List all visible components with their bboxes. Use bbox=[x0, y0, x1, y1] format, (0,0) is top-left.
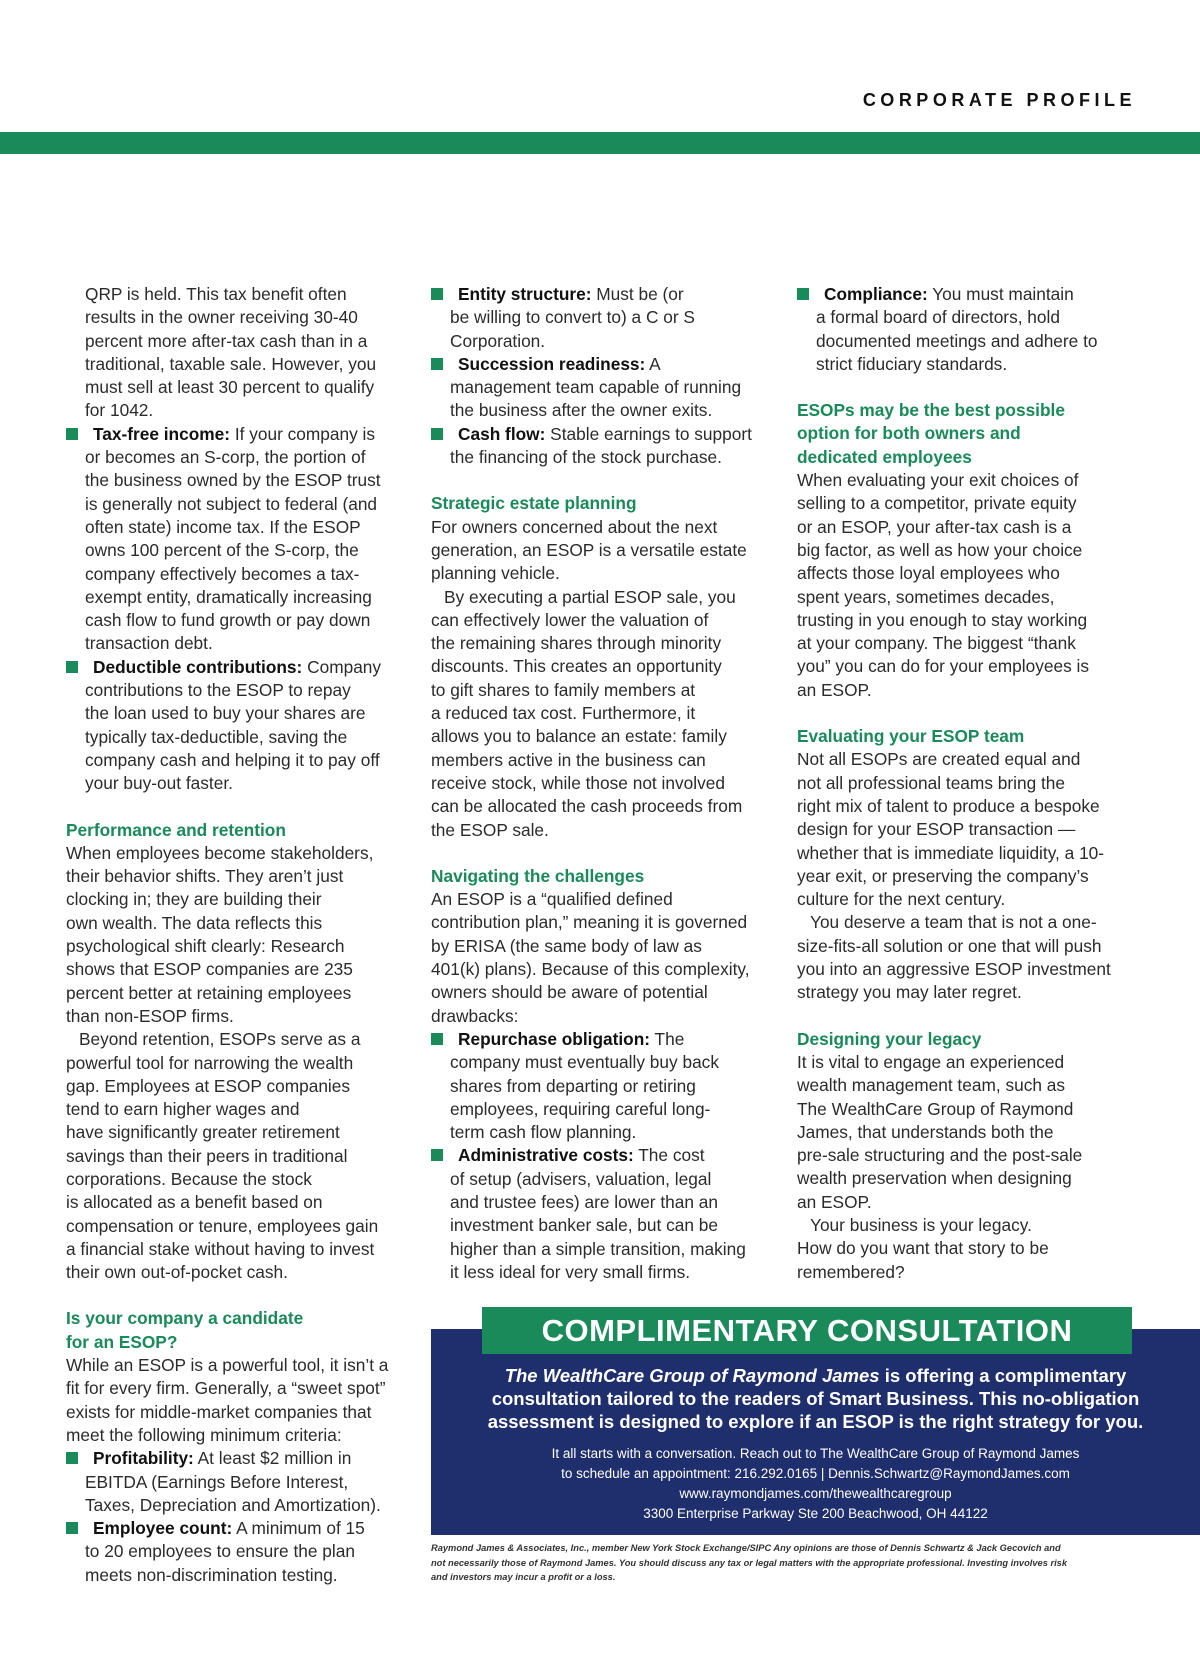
legacy-paragraph-1: It is vital to engage an experienced wealth management team, such as The WealthCare Group of Raymond James, that understands both the pre-sale structuring and the post-sale wealth preservation when designing an ESOP. bbox=[797, 1051, 1083, 1212]
column-2 bbox=[431, 283, 771, 1284]
performance-paragraph-1: When employees become stakeholders, their behavior shifts. They aren’t just clocking in; they are building their own wealth. The data reflects this psychological shift clearly: Research shows that ESOP companies are 235 percent better at retaining employees than non-ESOP firms. bbox=[66, 842, 374, 1026]
bullet-tax-free-income: Tax-free income: If your company is or becomes an S-corp, the portion of the business owned by the ESOP trust is generally not subject to federal (and often state) income tax. If the ESOP owns 100 percent of the S-corp, the company effectively becomes a tax- exempt entity, dramatically increasing cash flow to fund growth or pay down transaction debt. bbox=[66, 423, 406, 656]
bullet-square-icon bbox=[66, 661, 78, 673]
header-band bbox=[0, 132, 1200, 154]
bullet-square-icon bbox=[431, 358, 443, 370]
intro-text: QRP is held. This tax benefit often results in the owner receiving 30-40 percent more after-tax cash than in a traditional, taxable sale. However, you must sell at least 30 percent to qualify for 1042. bbox=[85, 284, 377, 421]
challenges-paragraph: An ESOP is a “qualified defined contribution plan,” meaning it is governed by ERISA (the same body of law as 401(k) plans). Because of this complexity, owners should be aware of potential drawbacks: bbox=[431, 889, 750, 1026]
consultation-offer: The WealthCare Group of Raymond James is offering a complimentary consultation tailored to the readers of Smart Business. This no-obligation assessment is designed to explore if an ESOP is the right strategy for you. bbox=[487, 1365, 1144, 1432]
bullet-succession-readiness: Succession readiness: A management team capable of running the business after the owner exits. bbox=[431, 353, 771, 423]
bullet-square-icon bbox=[431, 1033, 443, 1045]
bullet-compliance: Compliance: You must maintain a formal board of directors, hold documented meetings and adhere to strict fiduciary standards. bbox=[797, 283, 1137, 376]
heading-legacy: Designing your legacy bbox=[797, 1028, 982, 1049]
legacy-paragraph-2: Your business is your legacy. How do you want that story to be remembered? bbox=[797, 1214, 1049, 1282]
phone-email-line[interactable]: to schedule an appointment: 216.292.0165 | Dennis.Schwartz@RaymondJames.com bbox=[561, 1466, 1070, 1481]
team-paragraph-2: You deserve a team that is not a one- size-fits-all solution or one that will push you into an aggressive ESOP investment strategy you may later regret. bbox=[797, 912, 1111, 1003]
bullet-repurchase-obligation: Repurchase obligation: The company must eventually buy back shares from departing or retiring employees, requiring careful long- term cash flow planning. bbox=[431, 1028, 771, 1144]
heading-esop-team: Evaluating your ESOP team bbox=[797, 726, 1025, 747]
section-label: CORPORATE PROFILE bbox=[862, 90, 1136, 110]
estate-paragraph-2: By executing a partial ESOP sale, you can effectively lower the valuation of the remaining shares through minority discounts. This creates an opportunity to gift shares to family members at a reduced tax cost. Furthermore, it allows you to balance an estate: family members active in the business can receive stock, while those not involved can be allocated the cash proceeds from the ESOP sale. bbox=[431, 586, 743, 840]
bullet-entity-structure: Entity structure: Must be (or be willing to convert to) a C or S Corporation. bbox=[431, 283, 771, 353]
bullet-square-icon bbox=[66, 428, 78, 440]
bullet-deductible-contributions: Deductible contributions: Company contributions to the ESOP to repay the loan used to buy your shares are typically tax-deductible, saving the company cash and helping it to pay off your buy-out faster. bbox=[66, 656, 406, 796]
bullet-square-icon bbox=[431, 288, 443, 300]
column-1 bbox=[66, 283, 406, 1587]
bullet-square-icon bbox=[66, 1522, 78, 1534]
heading-performance: Performance and retention bbox=[66, 819, 286, 840]
bullet-cash-flow: Cash flow: Stable earnings to support the financing of the stock purchase. bbox=[431, 423, 771, 470]
bullet-square-icon bbox=[66, 1452, 78, 1464]
heading-candidate: Is your company a candidate for an ESOP? bbox=[66, 1308, 304, 1352]
column-3 bbox=[797, 283, 1137, 1284]
team-paragraph-1: Not all ESOPs are created equal and not all professional teams bring the right mix of talent to produce a bespoke design for your ESOP transaction — whether that is immediate liquidity, a 10- year exit, or preserving the company’s culture for the next century. bbox=[797, 749, 1105, 910]
address-line: 3300 Enterprise Parkway Ste 200 Beachwood, OH 44122 bbox=[643, 1506, 988, 1521]
disclaimer: Raymond James & Associates, Inc., member New York Stock Exchange/SIPC Any opinions are those of Dennis Schwartz & Jack Gecovich and not necessarily those of Raymond James. You should discuss any tax or legal matters with the appropriate professional. Investing involves risk and investors may incur a profit or a loss. bbox=[431, 1543, 1067, 1582]
bullet-employee-count: Employee count: A minimum of 15 to 20 employees to ensure the plan meets non-discrimination testing. bbox=[66, 1517, 406, 1587]
consultation-contact: It all starts with a conversation. Reach out to The WealthCare Group of Raymond James to schedule an appointment: 216.292.0165 | Dennis.Schwartz@RaymondJames.com www.raymondjames.com/thewealthcaregroup 3300 Enterprise Parkway Ste 200 Beachwood, OH 44122 bbox=[431, 1444, 1200, 1524]
website-link[interactable]: www.raymondjames.com/thewealthcaregroup bbox=[679, 1486, 952, 1501]
bullet-square-icon bbox=[797, 288, 809, 300]
best-option-paragraph: When evaluating your exit choices of selling to a competitor, private equity or an ESOP, your after-tax cash is a big factor, as well as how your choice affects those loyal employees who spent years, sometimes decades, trusting in you enough to stay working at your company. The biggest “thank you” you can do for your employees is an ESOP. bbox=[797, 470, 1090, 700]
bullet-administrative-costs: Administrative costs: The cost of setup (advisers, valuation, legal and trustee fees) are lower than an investment banker sale, but can be higher than a simple transition, making it less ideal for very small firms. bbox=[431, 1144, 771, 1284]
bullet-square-icon bbox=[431, 1149, 443, 1161]
heading-best-option: ESOPs may be the best possible option for both owners and dedicated employees bbox=[797, 400, 1065, 467]
bullet-profitability: Profitability: At least $2 million in EBITDA (Earnings Before Interest, Taxes, Depreciation and Amortization). bbox=[66, 1447, 406, 1517]
heading-challenges: Navigating the challenges bbox=[431, 865, 645, 886]
candidate-paragraph: While an ESOP is a powerful tool, it isn’t a fit for every firm. Generally, a “sweet spot” exists for middle-market companies that meet the following minimum criteria: bbox=[66, 1355, 389, 1445]
estate-paragraph-1: For owners concerned about the next generation, an ESOP is a versatile estate planning vehicle. bbox=[431, 516, 747, 584]
consultation-banner: COMPLIMENTARY CONSULTATION bbox=[482, 1307, 1132, 1354]
bullet-square-icon bbox=[431, 428, 443, 440]
performance-paragraph-2: Beyond retention, ESOPs serve as a powerful tool for narrowing the wealth gap. Employees at ESOP companies tend to earn higher wages and have significantly greater retirement savings than their peers in traditional corporations. Because the stock is allocated as a benefit based on compensation or tenure, employees gain a financial stake without having to invest their own out-of-pocket cash. bbox=[66, 1029, 379, 1283]
heading-estate-planning: Strategic estate planning bbox=[431, 493, 637, 514]
